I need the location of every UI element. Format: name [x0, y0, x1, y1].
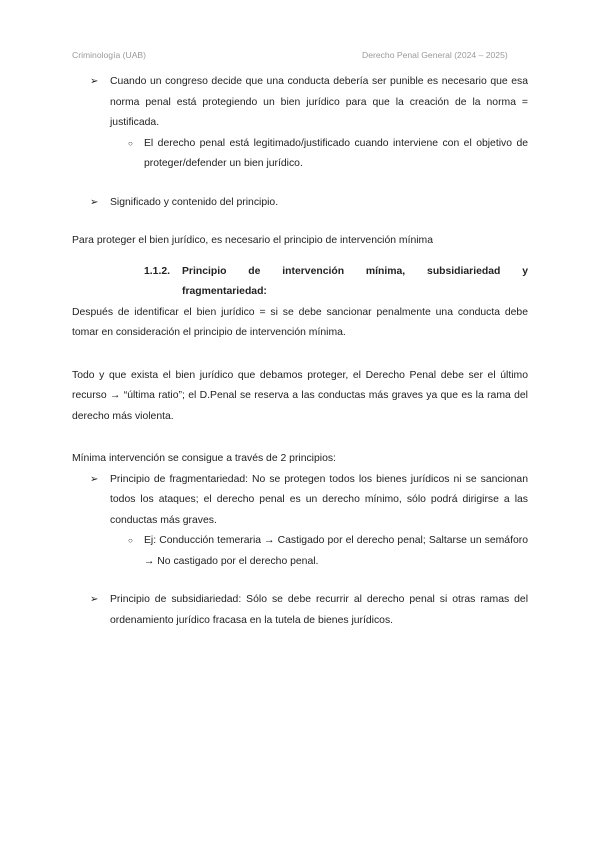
arrow-bullet-icon: ➢ — [90, 196, 99, 208]
arrow-bullet-icon: ➢ — [90, 473, 99, 485]
sub-bullet-item-2 — [72, 531, 528, 572]
arrow-bullet-icon: ➢ — [90, 594, 99, 605]
document-body — [72, 72, 528, 631]
paragraph-1: Para proteger el bien jurídico, es necesario el principio de intervención mínima — [72, 235, 433, 246]
sub-bullet-text: Ej: Conducción temeraria → Castigado por el derecho penal; Saltarse un semáforo → No castigado por el derecho penal. — [144, 535, 528, 567]
bullet-text: Significado y contenido del principio. — [110, 196, 279, 208]
bullet-item-1 — [72, 72, 528, 134]
sub-bullet-text: El derecho penal está legitimado/justificado cuando interviene con el objetivo de proteger/defender un bien jurídico. — [144, 137, 528, 169]
bullet-text: Cuando un congreso decide que una conducta debería ser punible es necesario que esa norma penal está protegiendo un bien jurídico para que la creación de la norma = justificada. — [110, 76, 528, 128]
bullet-item-4 — [72, 590, 528, 631]
paragraph-2: Después de identificar el bien jurídico = si se debe sancionar penalmente una conducta debe tomar en consideración el principio de intervención mínima. — [72, 306, 528, 338]
bullet-text: Principio de fragmentariedad: No se protegen todos los bienes jurídicos ni se sancionan todos los ataques; el derecho penal es un derecho mínimo, sólo podrá dirigirse a las conductas más graves. — [110, 473, 528, 526]
heading-line-2: fragmentariedad: — [182, 286, 267, 297]
paragraph-3: Todo y que exista el bien jurídico que debamos proteger, el Derecho Penal debe ser el último recurso → “última ratio”; el D.Penal se reserva a las conductas más graves ya que es la rama del derecho más violenta. — [72, 369, 528, 422]
bullet-item-2 — [72, 193, 528, 214]
sub-bullet-item-1 — [72, 134, 528, 175]
header-left: Criminología (UAB) — [72, 50, 147, 60]
heading-line-1: Principio de intervención mínima, subsidiariedad y — [182, 265, 528, 277]
section-heading — [72, 262, 528, 303]
arrow-bullet-icon: ➢ — [90, 76, 99, 87]
bullet-text: Principio de subsidiariedad: Sólo se debe recurrir al derecho penal si otras ramas del ordenamiento jurídico fracasa en la tutela de bienes jurídicos. — [110, 594, 528, 626]
circle-bullet-icon: ○ — [128, 536, 133, 545]
bullet-item-3 — [72, 470, 528, 532]
circle-bullet-icon: ○ — [128, 138, 133, 148]
paragraph-4: Mínima intervención se consigue a través de 2 principios: — [72, 453, 336, 464]
header-right: Derecho Penal General (2024 – 2025) — [362, 50, 508, 60]
section-number: 1.1.2. — [144, 265, 170, 277]
